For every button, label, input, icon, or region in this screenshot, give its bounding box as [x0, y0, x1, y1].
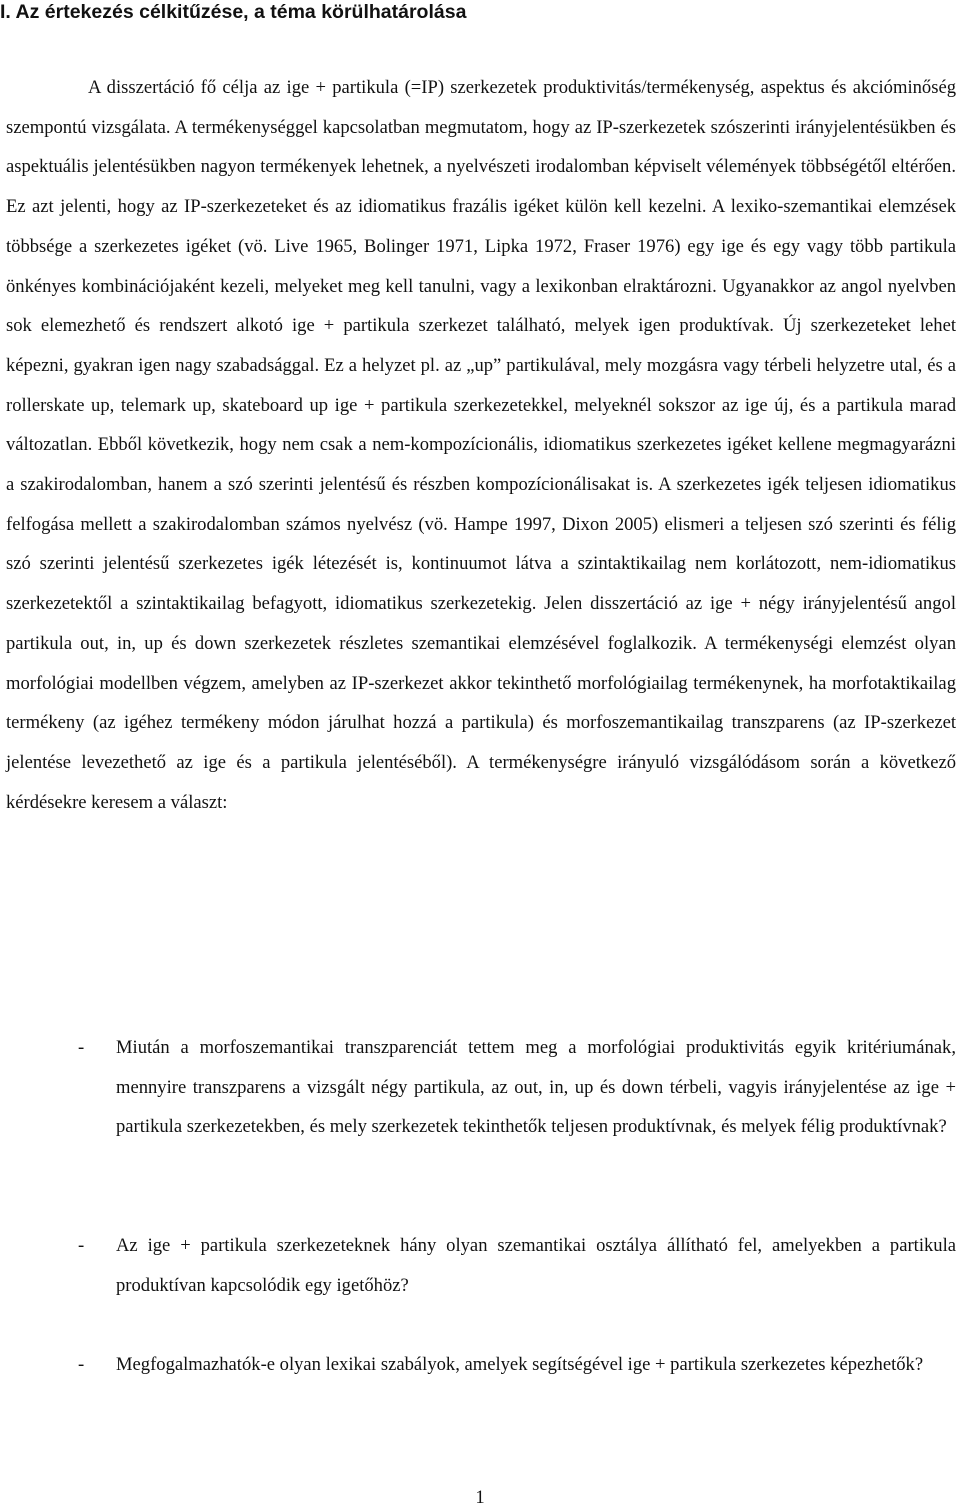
question-text: Miután a morfoszemantikai transzparenciát tettem meg a morfológiai produktivitás egyik kritériumának, mennyire transzparens a vizsgált négy partikula, az out, in, up és down térbeli, vagyis irányjelentése az ige + partikula szerkezetekben, és mely szerkezetek tekinthetők teljesen produktívnak, és melyek félig produktívnak? — [116, 1037, 956, 1138]
question-dash: - — [78, 1235, 85, 1256]
section-heading: I. Az értekezés célkitűzése, a téma körülhatárolása — [0, 1, 467, 23]
page-number: 1 — [475, 1487, 485, 1508]
body-paragraph: A disszertáció fő célja az ige + partikula (=IP) szerkezetek produktivitás/termékenység, aspektus és akcióminőség szempontú vizsgálata. A termékenységgel kapcsolatban megmutatom, hogy az IP-szerkezetek szószerinti irányjelentésükben és aspektuális jelentésükben nagyon termékenyek lehetnek, a nyelvészeti irodalomban képviselt vélemények többségétől eltérően. Ez azt jelenti, hogy az IP-szerkezeteket és az idiomatikus frazális igéket külön kell kezelni. A lexiko-szemantikai elemzések többsége a szerkezetes igéket (vö. Live 1965, Bolinger 1971, Lipka 1972, Fraser 1976) egy ige és egy vagy több partikula önkényes kombinációjaként kezeli, melyeket meg kell tanulni, vagy a lexikonban elraktározni. Ugyanakkor az angol nyelvben sok elemezhető és rendszert alkotó ige + partikula szerkezet található, melyek igen produktívak. Új szerkezeteket lehet képezni, gyakran igen nagy szabadsággal. Ez a helyzet pl. az „up” partikulával, mely mozgásra vagy térbeli helyzetre utal, és a rollerskate up, telemark up, skateboard up ige + partikula szerkezetekkel, melyeknél sokszor az ige új, és a partikula marad változatlan. Ebből következik, hogy nem csak a nem-kompozícionális, idiomatikus szerkezetes igéket kellene megmagyarázni a szakirodalomban, hanem a szó szerinti jelentésű és részben kompozícionálisakat is. A szerkezetes igék teljesen idiomatikus felfogása mellett a szakirodalomban számos nyelvész (vö. Hampe 1997, Dixon 2005) elismeri a teljesen szó szerinti és félig szó szerinti jelentésű szerkezetes igék létezését is, kontinuumot látva a szintaktikailag nem korlátozott, nem-idiomatikus szerkezetektől a szintaktikailag befagyott, idiomatikus szerkezetekig. Jelen disszertáció az ige + négy irányjelentésű angol partikula out, in, up és down szerkezetek részletes szemantikai elemzésével foglalkozik. A termékenységi elemzést olyan morfológiai modellben végzem, amelyben az IP-szerkezet akkor tekinthető morfológiailag termékenynek, ha morfotaktikailag termékeny (az igéhez termékeny módon járulhat hozzá a partikula) és morfoszemantikailag transzparens (az IP-szerkezet jelentése levezethető az ige és a partikula jelentéséből). A termékenységre irányuló vizsgálódásom során a következő kérdésekre keresem a választ: — [6, 77, 956, 813]
question-dash: - — [78, 1354, 85, 1375]
question-text: Az ige + partikula szerkezeteknek hány olyan szemantikai osztálya állítható fel, amelyekben a partikula produktívan kapcsolódik egy igetőhöz? — [116, 1235, 956, 1296]
question-item — [0, 1226, 956, 1305]
question-item — [0, 1028, 956, 1147]
question-item — [0, 1345, 956, 1385]
question-dash: - — [78, 1037, 85, 1058]
question-text: Megfogalmazhatók-e olyan lexikai szabályok, amelyek segítségével ige + partikula szerkezetes képezhetők? — [116, 1354, 924, 1375]
